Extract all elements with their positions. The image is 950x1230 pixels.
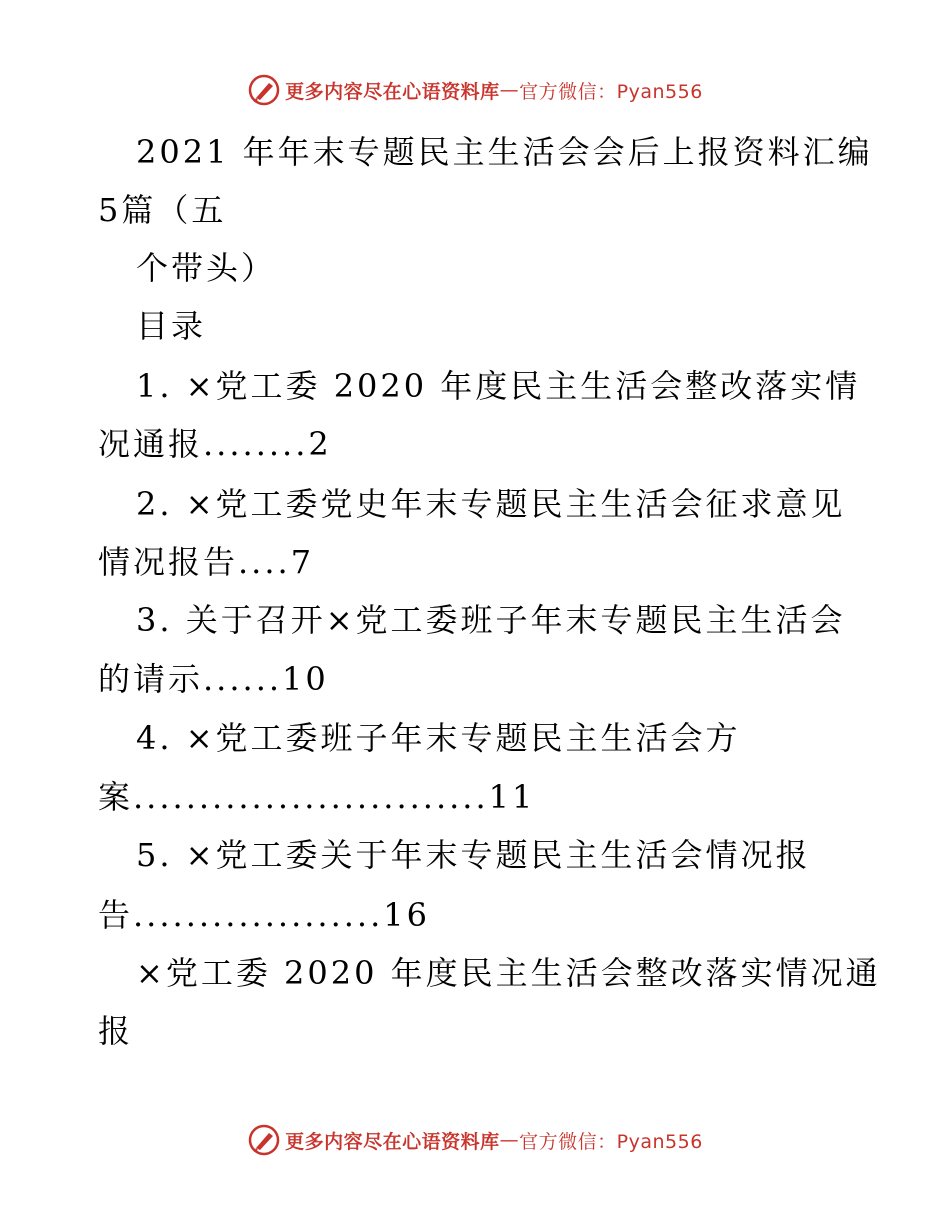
toc-item-1: 1. ×党工委 2020 年度民主生活会整改落实情	[136, 367, 861, 405]
banner-contact: 官方微信：Pyan556	[519, 80, 703, 103]
banner-separator: —	[499, 1129, 520, 1151]
banner-contact: 官方微信：Pyan556	[519, 1130, 703, 1153]
header-banner	[0, 70, 950, 110]
toc-item-4-cont: 案...........................11	[98, 778, 536, 816]
toc-item-2-cont: 情况报告....7	[98, 543, 315, 581]
banner-separator: —	[499, 79, 520, 101]
toc-item-4: 4. ×党工委班子年末专题民主生活会方	[136, 719, 741, 757]
toc-item-3: 3. 关于召开×党工委班子年末专题民主生活会	[136, 601, 846, 639]
section-heading: ×党工委 2020 年度民主生活会整改落实情况通	[136, 954, 881, 992]
pen-logo-icon	[247, 73, 281, 107]
document-title-line-3: 个带头）	[136, 249, 277, 287]
banner-text: 更多内容尽在心语资料库	[285, 80, 500, 103]
pen-logo-icon	[247, 1123, 281, 1157]
toc-heading: 目录	[136, 307, 207, 345]
toc-item-3-cont: 的请示......10	[98, 660, 329, 698]
banner-text: 更多内容尽在心语资料库	[285, 1130, 500, 1153]
document-title-line-2: 5篇（五	[98, 191, 227, 229]
toc-item-5-cont: 告...................16	[98, 896, 430, 934]
toc-item-2: 2. ×党工委党史年末专题民主生活会征求意见	[136, 485, 846, 523]
toc-item-1-cont: 况通报........2	[98, 425, 332, 463]
section-heading-cont: 报	[98, 1012, 134, 1050]
document-title-line-1: 2021 年年末专题民主生活会会后上报资料汇编	[136, 133, 873, 171]
footer-banner	[0, 1120, 950, 1160]
toc-item-5: 5. ×党工委关于年末专题民主生活会情况报	[136, 836, 811, 874]
